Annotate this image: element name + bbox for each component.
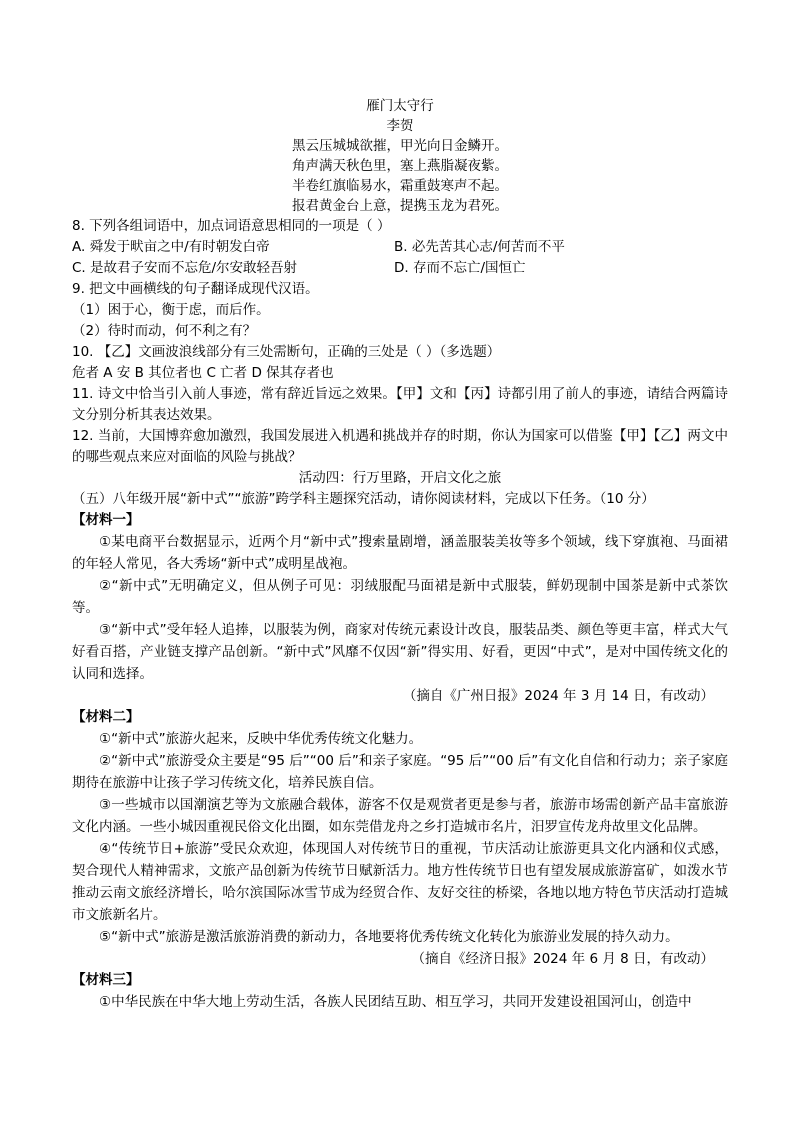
poem-line: 半卷红旗临易水，霜重鼓寒声不起。 [292, 178, 508, 194]
question-8-options-row-1 [72, 237, 728, 258]
question-9-sub-1: （1）困于心，衡于虑，而后作。 [72, 302, 270, 318]
question-8-options-row-2 [72, 258, 728, 279]
section-5-intro: （五）八年级开展“新中式”“旅游”跨学科主题探究活动，请你阅读材料，完成以下任务。（10 分） [72, 491, 655, 507]
material-2-source: （摘自《经济日报》2024 年 6 月 8 日，有改动） [411, 951, 714, 967]
question-12: 12. 当前，大国博弈愈加激烈，我国发展进入机遇和挑战并存的时期，你认为国家可以借鉴【甲】【乙】两文中的哪些观点来应对面临的风险与挑战？ [72, 428, 728, 465]
poem [72, 96, 728, 216]
material-3-title: 【材料三】 [72, 972, 140, 988]
material-1-paragraph: ①某电商平台数据显示，近两个月“新中式”搜索量剧增，涵盖服装美妆等多个领域，线下穿旗袍、马面裙的年轻人常见，各大秀场“新中式”成明星战袍。 [72, 534, 728, 572]
option-b: B. 必先苦其心志/何苦而不平 [394, 239, 565, 255]
document-page [72, 96, 728, 1013]
poem-line: 报君黄金台上意，提携玉龙为君死。 [292, 198, 508, 214]
question-10-text: 危者 A 安 B 其位者也 C 亡者 D 保其存者也 [72, 365, 334, 381]
material-2-paragraph: ①“新中式”旅游火起来，反映中华优秀传统文化魅力。 [99, 731, 423, 747]
poem-title: 雁门太守行 [366, 98, 434, 114]
question-9-stem: 9. 把文中画横线的句子翻译成现代汉语。 [72, 281, 319, 297]
option-c: C. 是故君子安而不忘危/尔安敢轻吾射 [72, 260, 298, 276]
material-2-title: 【材料二】 [72, 709, 140, 725]
material-2-paragraph: ③一些城市以国潮演艺等为文旅融合载体，游客不仅是观赏者更是参与者，旅游市场需创新产品丰富旅游文化内涵。一些小城因重视民俗文化出圈，如东莞借龙舟之乡打造城市名片，汨罗宣传龙舟故里文化品牌。 [72, 797, 728, 835]
option-a: A. 舜发于畎亩之中/有时朝发白帝 [72, 239, 270, 255]
material-2-paragraph: ⑤“新中式”旅游是激活旅游消费的新动力，各地要将优秀传统文化转化为旅游业发展的持久动力。 [99, 929, 679, 945]
question-10-stem: 10. 【乙】文画波浪线部分有三处需断句，正确的三处是（ ）（多选题） [72, 344, 501, 360]
poem-line: 黑云压城城欲摧，甲光向日金鳞开。 [292, 138, 508, 154]
material-2-paragraph: ②“新中式”旅游受众主要是“95 后”“00 后”和亲子家庭。“95 后”“00 后”有文化自信和行动力；亲子家庭期待在旅游中让孩子学习传统文化，培养民族自信。 [72, 753, 728, 791]
material-1-source: （摘自《广州日报》2024 年 3 月 14 日，有改动） [402, 688, 714, 704]
question-11: 11. 诗文中恰当引入前人事迹，常有辞近旨远之效果。【甲】文和【丙】诗都引用了前人的事迹，请结合两篇诗文分别分析其表达效果。 [72, 386, 728, 423]
option-d: D. 存而不忘亡/国恒亡 [394, 260, 526, 276]
material-1-paragraph: ②“新中式”无明确定义，但从例子可见：羽绒服配马面裙是新中式服装，鲜奶现制中国茶是新中式茶饮等。 [72, 578, 728, 616]
material-1-paragraph: ③“新中式”受年轻人追捧，以服装为例，商家对传统元素设计改良，服装品类、颜色等更丰富，样式大气好看百搭，产业链支撑产品创新。“新中式”风靡不仅因“新”得实用、好看，更因“中式”，是对中国传统文化的认同和选择。 [72, 622, 728, 682]
poem-author: 李贺 [386, 118, 414, 134]
material-2-paragraph: ④“传统节日+旅游”受民众欢迎，体现国人对传统节日的重视，节庆活动让旅游更具文化内涵和仪式感，契合现代人精神需求，文旅产品创新为传统节日赋新活力。地方性传统节日也有望发展成旅游富矿，如泼水节推动云南文旅经济增长，哈尔滨国际冰雪节成为经贸合作、友好交往的桥梁，各地以地方特色节庆活动打造城市文旅新名片。 [72, 841, 728, 923]
material-1-title: 【材料一】 [72, 512, 140, 528]
poem-line: 角声满天秋色里，塞上燕脂凝夜紫。 [292, 158, 508, 174]
activity-title: 活动四：行万里路，开启文化之旅 [298, 470, 502, 486]
question-9-sub-2: （2）待时而动，何不利之有？ [72, 323, 257, 339]
question-8-stem: 8. 下列各组词语中，加点词语意思相同的一项是（ ） [72, 218, 391, 234]
material-3-paragraph: ①中华民族在中华大地上劳动生活，各族人民团结互助、相互学习，共同开发建设祖国河山，创造中 [99, 994, 692, 1010]
